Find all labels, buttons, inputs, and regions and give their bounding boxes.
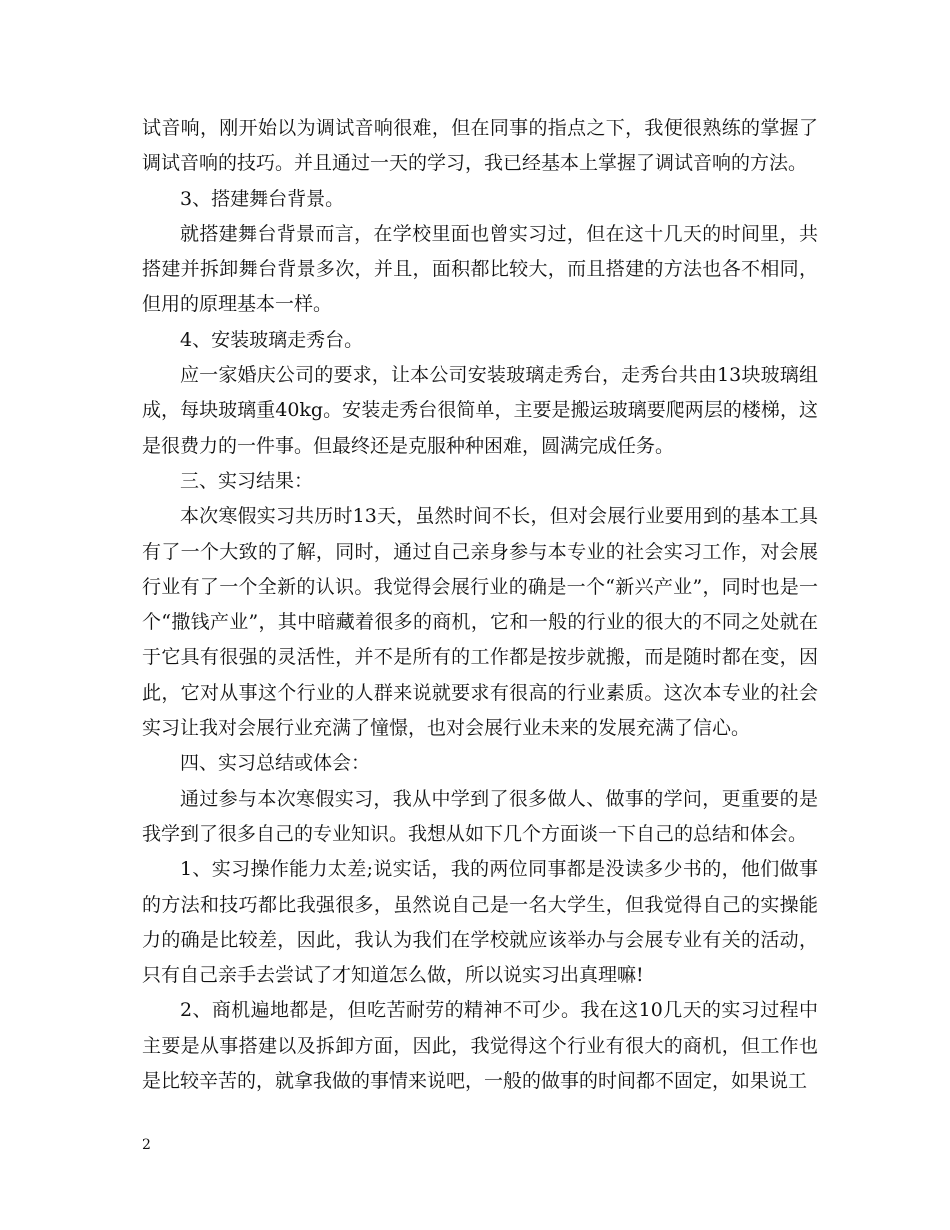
paragraph-stage-background: 就搭建舞台背景而言，在学校里面也曾实习过，但在这十几天的时间里，共搭建并拆卸舞台背景多次，并且，面积都比较大，而且搭建的方法也各不相同，但用的原理基本一样。 [142,222,818,316]
paragraph-glass-runway: 应一家婚庆公司的要求，让本公司安装玻璃走秀台，走秀台共由13块玻璃组成，每块玻璃重40kg。安装走秀台很简单，主要是搬运玻璃要爬两层的楼梯，这是很费力的一件事。但最终还是克服种种困难，圆满完成任务。 [142,364,818,457]
section-heading-results: 三、实习结果： [180,469,314,492]
paragraph-1: 试音响，刚开始以为调试音响很难，但在同事的指点之下，我便很熟练的掌握了调试音响的技巧。并且通过一天的学习，我已经基本上掌握了调试音响的方法。 [142,117,818,175]
paragraph-results: 本次寒假实习共历时13天，虽然时间不长，但对会展行业要用到的基本工具有了一个大致的了解，同时，通过自己亲身参与本专业的社会实习工作，对会展行业有了一个全新的认识。我觉得会展行业的确是一个“新兴产业”，同时也是一个“撒钱产业”，其中暗藏着很多的商机，它和一般的行业的很大的不同之处就在于它具有很强的灵活性，并不是所有的工作都是按步就搬，而是随时都在变，因此，它对从事这个行业的人群来说就要求有很高的行业素质。这次本专业的社会实习让我对会展行业充满了憧憬，也对会展行业未来的发展充满了信心。 [142,505,818,740]
section-heading-glass-runway: 4、安装玻璃走秀台。 [180,328,364,351]
paragraph-summary-intro: 通过参与本次寒假实习，我从中学到了很多做人、做事的学问，更重要的是我学到了很多自己的专业知识。我想从如下几个方面谈一下自己的总结和体会。 [142,787,818,845]
paragraph-summary-point-1: 1、实习操作能力太差;说实话，我的两位同事都是没读多少书的，他们做事的方法和技巧都比我强很多，虽然说自己是一名大学生，但我觉得自己的实操能力的确是比较差，因此，我认为我们在学校就应该举办与会展专业有关的活动，只有自己亲手去尝试了才知道怎么做，所以说实习出真理嘛! [142,858,818,987]
body-text [142,111,818,1099]
section-heading-summary: 四、实习总结或体会： [180,752,371,775]
page-number: 2 [142,1137,151,1153]
section-heading-stage-background: 3、搭建舞台背景。 [180,187,345,210]
paragraph-summary-point-2: 2、商机遍地都是，但吃苦耐劳的精神不可少。我在这10几天的实习过程中主要是从事搭建以及拆卸方面，因此，我觉得这个行业有很大的商机，但工作也是比较辛苦的，就拿我做的事情来说吧，一般的做事的时间都不固定，如果说工 [142,999,818,1093]
